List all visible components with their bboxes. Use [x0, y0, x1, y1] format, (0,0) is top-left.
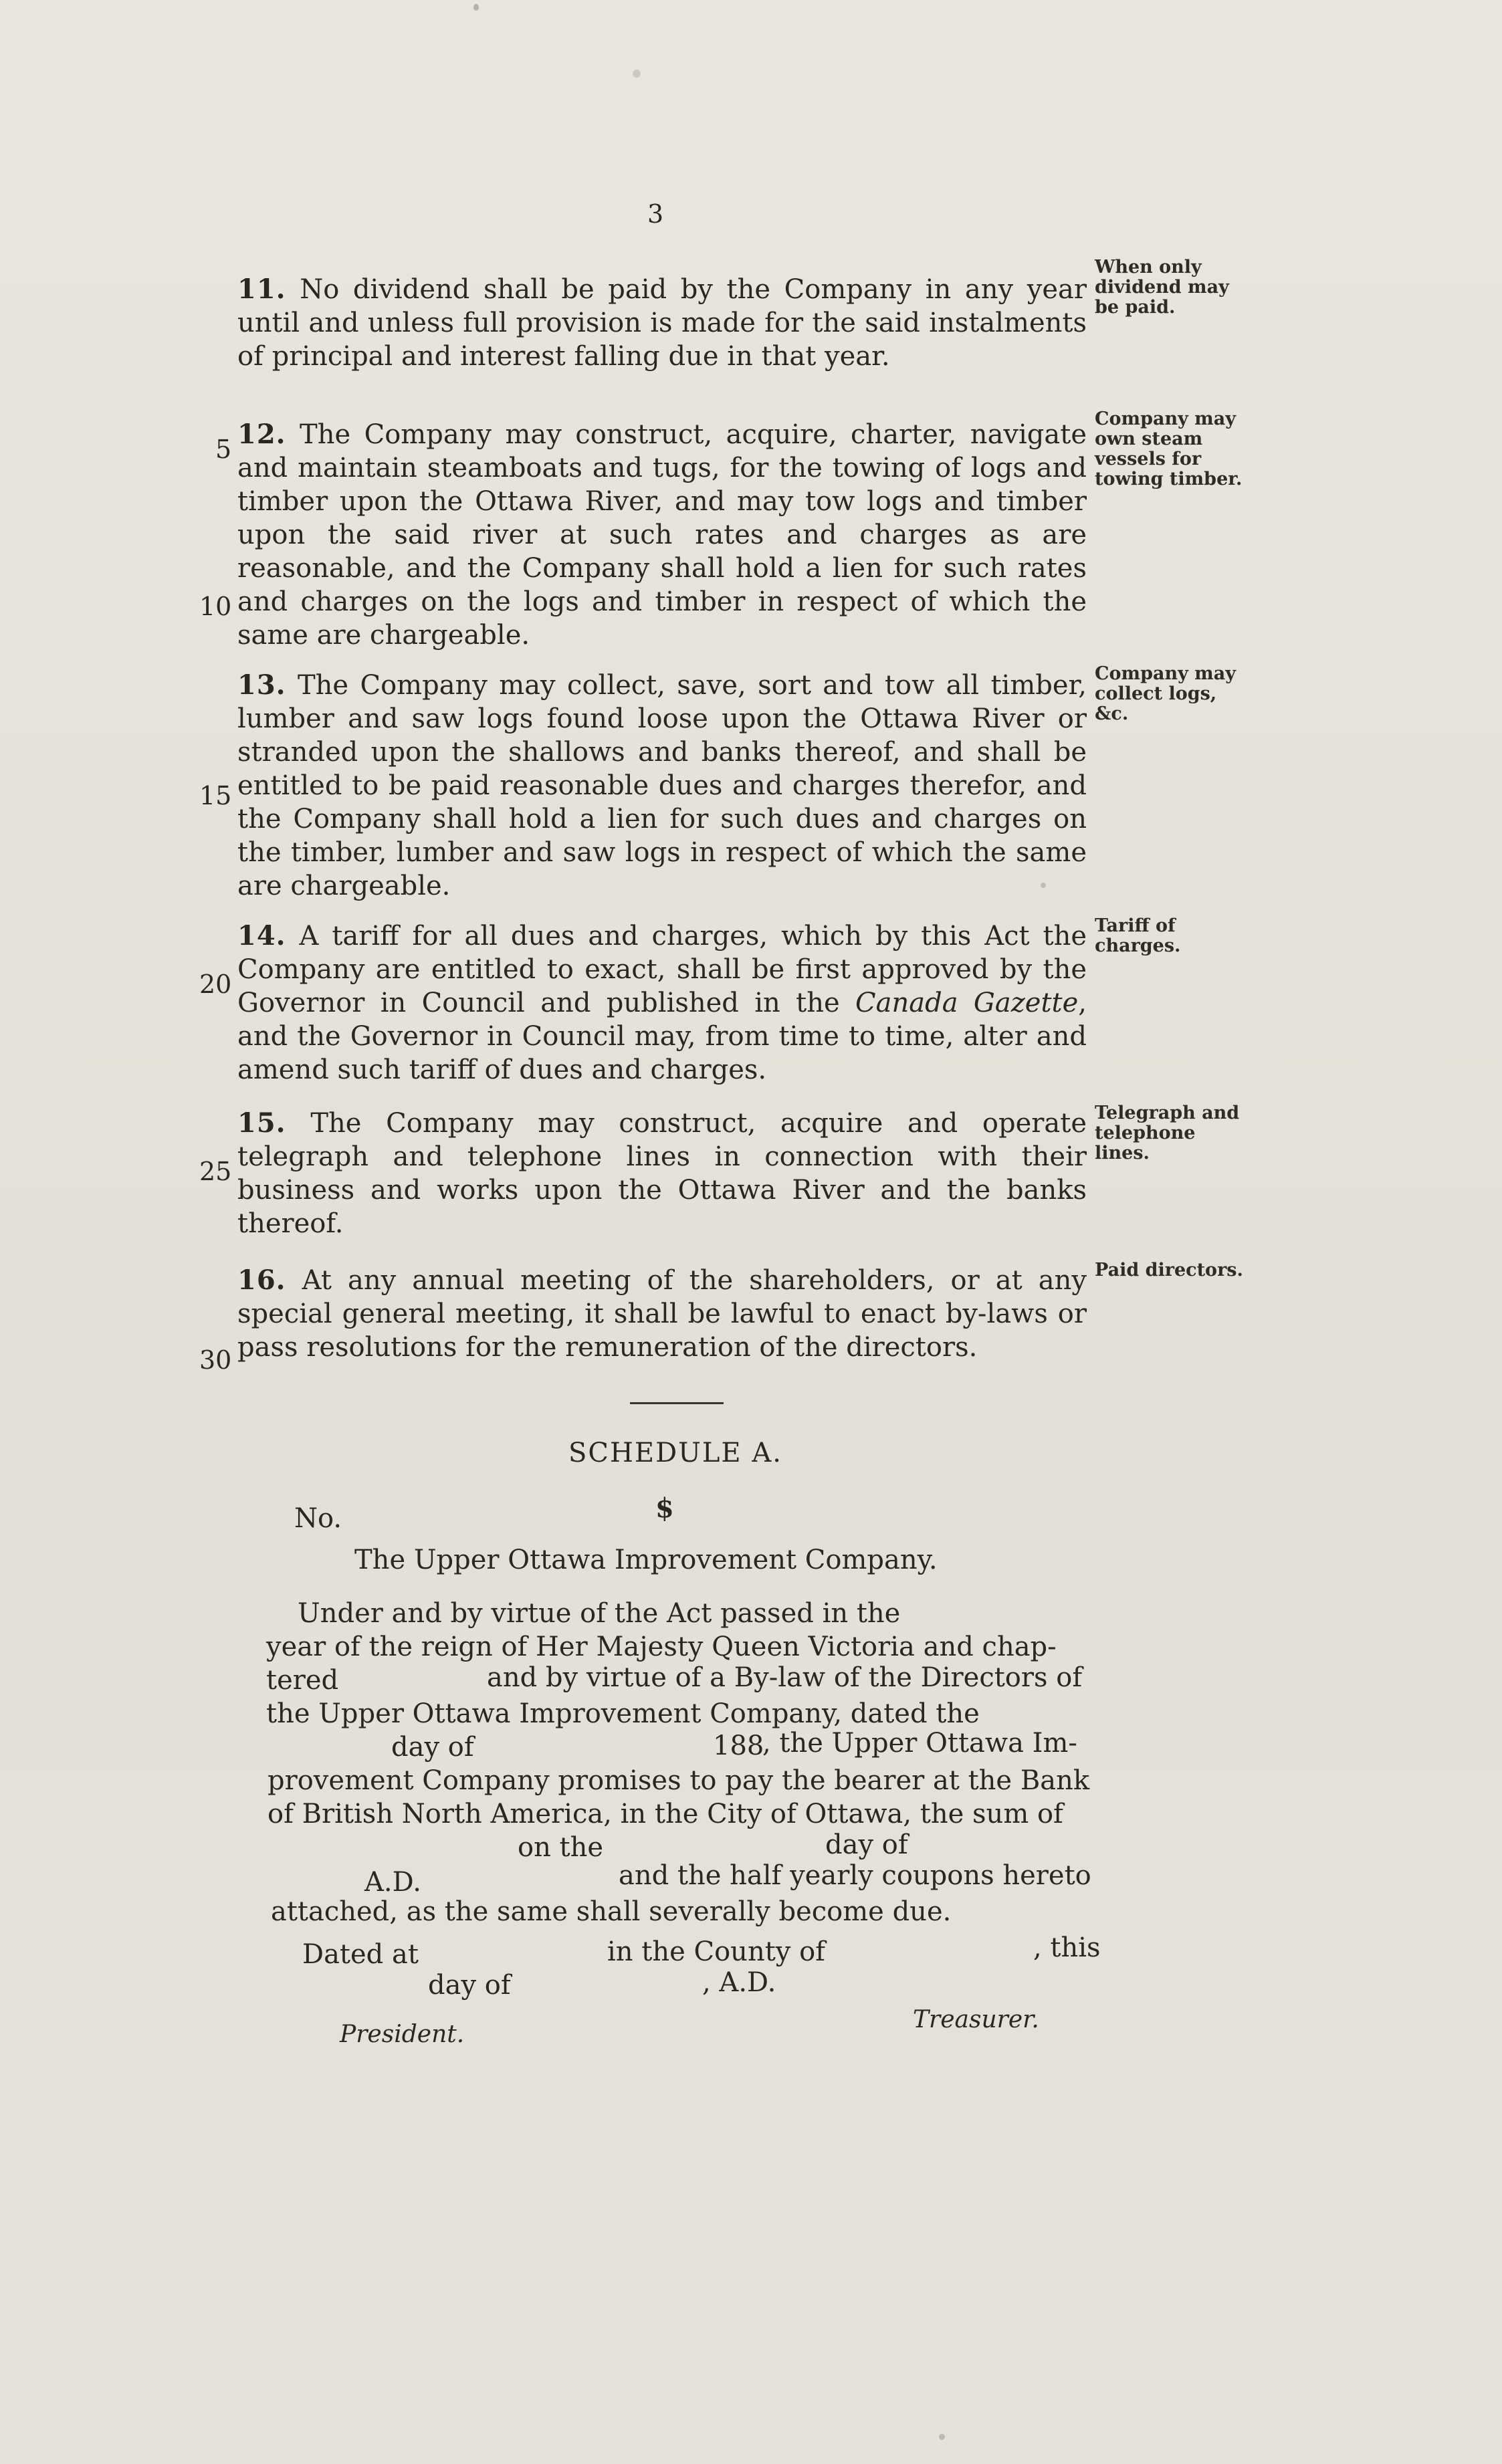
margin-note: Company may own steam vessels for towing timber. [1095, 409, 1243, 489]
line-number: 30 [199, 1345, 232, 1375]
margin-note: Paid directors. [1095, 1260, 1243, 1280]
line-number: 15 [199, 781, 232, 810]
schedule-line: the Upper Ottawa Improvement Company, dated the [266, 1698, 980, 1729]
paper-speck [633, 70, 641, 78]
section-text: The Company may collect, save, sort and tow all timber, lumber and saw logs found loose upon the Ottawa River or stranded upon the shallows and banks thereof, and shall be entitled to be paid reasonable dues and charges therefor, and the Company shall hold a lien for such dues and charges on the timber, lumber and saw logs in respect of which the same are chargeable. [237, 670, 1087, 901]
schedule-line: A.D. [364, 1867, 421, 1898]
treasurer-signature-label: Treasurer. [913, 2006, 1039, 2033]
section-12 [237, 418, 1087, 652]
margin-note: Company may collect logs, &c. [1095, 663, 1236, 724]
schedule-line: year of the reign of Her Majesty Queen Victoria and chap- [266, 1632, 1057, 1662]
margin-note: When only dividend may be paid. [1095, 257, 1229, 318]
dated-day-of: day of [428, 1970, 511, 2001]
paper-speck [939, 2434, 945, 2440]
section-number: 13. [237, 669, 286, 701]
margin-note: Telegraph and telephone lines. [1095, 1103, 1240, 1163]
section-16 [237, 1264, 1087, 1364]
bond-number-label: No. [294, 1503, 342, 1534]
dated-county: in the County of [607, 1936, 825, 1967]
dated-this: , this [1033, 1932, 1101, 1963]
section-number: 15. [237, 1107, 286, 1139]
margin-note: Tariff of charges. [1095, 915, 1181, 956]
schedule-heading: SCHEDULE A. [568, 1438, 782, 1468]
schedule-line: on the [518, 1832, 604, 1863]
line-number: 25 [199, 1157, 232, 1186]
section-14 [237, 919, 1087, 1087]
section-divider [630, 1402, 724, 1404]
section-15 [237, 1107, 1087, 1240]
schedule-line: 188 [713, 1730, 764, 1761]
section-text: No dividend shall be paid by the Company in any year until and unless full provision is made for the said instalments of principal and interest falling due in that year. [237, 274, 1087, 372]
schedule-line: and the half yearly coupons hereto [619, 1860, 1091, 1891]
schedule-line: , the Upper Ottawa Im- [762, 1728, 1077, 1759]
line-number: 10 [199, 592, 232, 621]
section-11 [237, 273, 1087, 373]
section-number: 16. [237, 1264, 286, 1296]
page-number: 3 [647, 199, 664, 229]
section-number: 12. [237, 419, 286, 450]
section-text: The Company may construct, acquire, charter, navigate and maintain steamboats and tugs, for the towing of logs and timber upon the Ottawa River, and may tow logs and timber upon the said river at such rates and charges as are reasonable, and the Company shall hold a lien for such rates and charges on the logs and timber in respect of which the same are chargeable. [237, 419, 1087, 651]
schedule-line: Under and by virtue of the Act passed in the [298, 1598, 901, 1629]
italic-title: Canada Gazette [855, 988, 1079, 1018]
section-text: A tariff for all dues and charges, which by this Act the Company are entitled to exact, shall be first approved by the Governor in Council and published in the [237, 921, 1087, 1018]
section-number: 11. [237, 273, 286, 305]
paper-speck [473, 4, 479, 11]
section-text: The Company may construct, acquire and operate telegraph and telephone lines in connection with their business and works upon the Ottawa River and the banks thereof. [237, 1108, 1087, 1239]
schedule-line: and by virtue of a By-law of the Directors of [487, 1662, 1083, 1693]
schedule-line: day of [391, 1732, 474, 1763]
schedule-line: day of [825, 1829, 908, 1860]
section-text: At any annual meeting of the shareholders, or at any special general meeting, it shall be lawful to enact by-laws or pass resolutions for the remuneration of the directors. [237, 1265, 1087, 1363]
dated-ad: , A.D. [702, 1967, 776, 1998]
dated-at: Dated at [302, 1939, 419, 1970]
schedule-line: provement Company promises to pay the bearer at the Bank [267, 1765, 1090, 1796]
section-number: 14. [237, 920, 286, 951]
dollar-sign: $ [655, 1492, 674, 1524]
company-name: The Upper Ottawa Improvement Company. [354, 1545, 938, 1575]
president-signature-label: President. [340, 2021, 465, 2048]
section-text: , and the Governor in Council may, from time to time, alter and amend such tariff of dues and charges. [237, 988, 1087, 1085]
schedule-line: of British North America, in the City of Ottawa, the sum of [267, 1799, 1063, 1829]
schedule-line: attached, as the same shall severally become due. [271, 1896, 952, 1927]
line-number: 5 [215, 435, 232, 464]
schedule-line: tered [266, 1665, 339, 1696]
line-number: 20 [199, 970, 232, 999]
section-13 [237, 669, 1087, 903]
